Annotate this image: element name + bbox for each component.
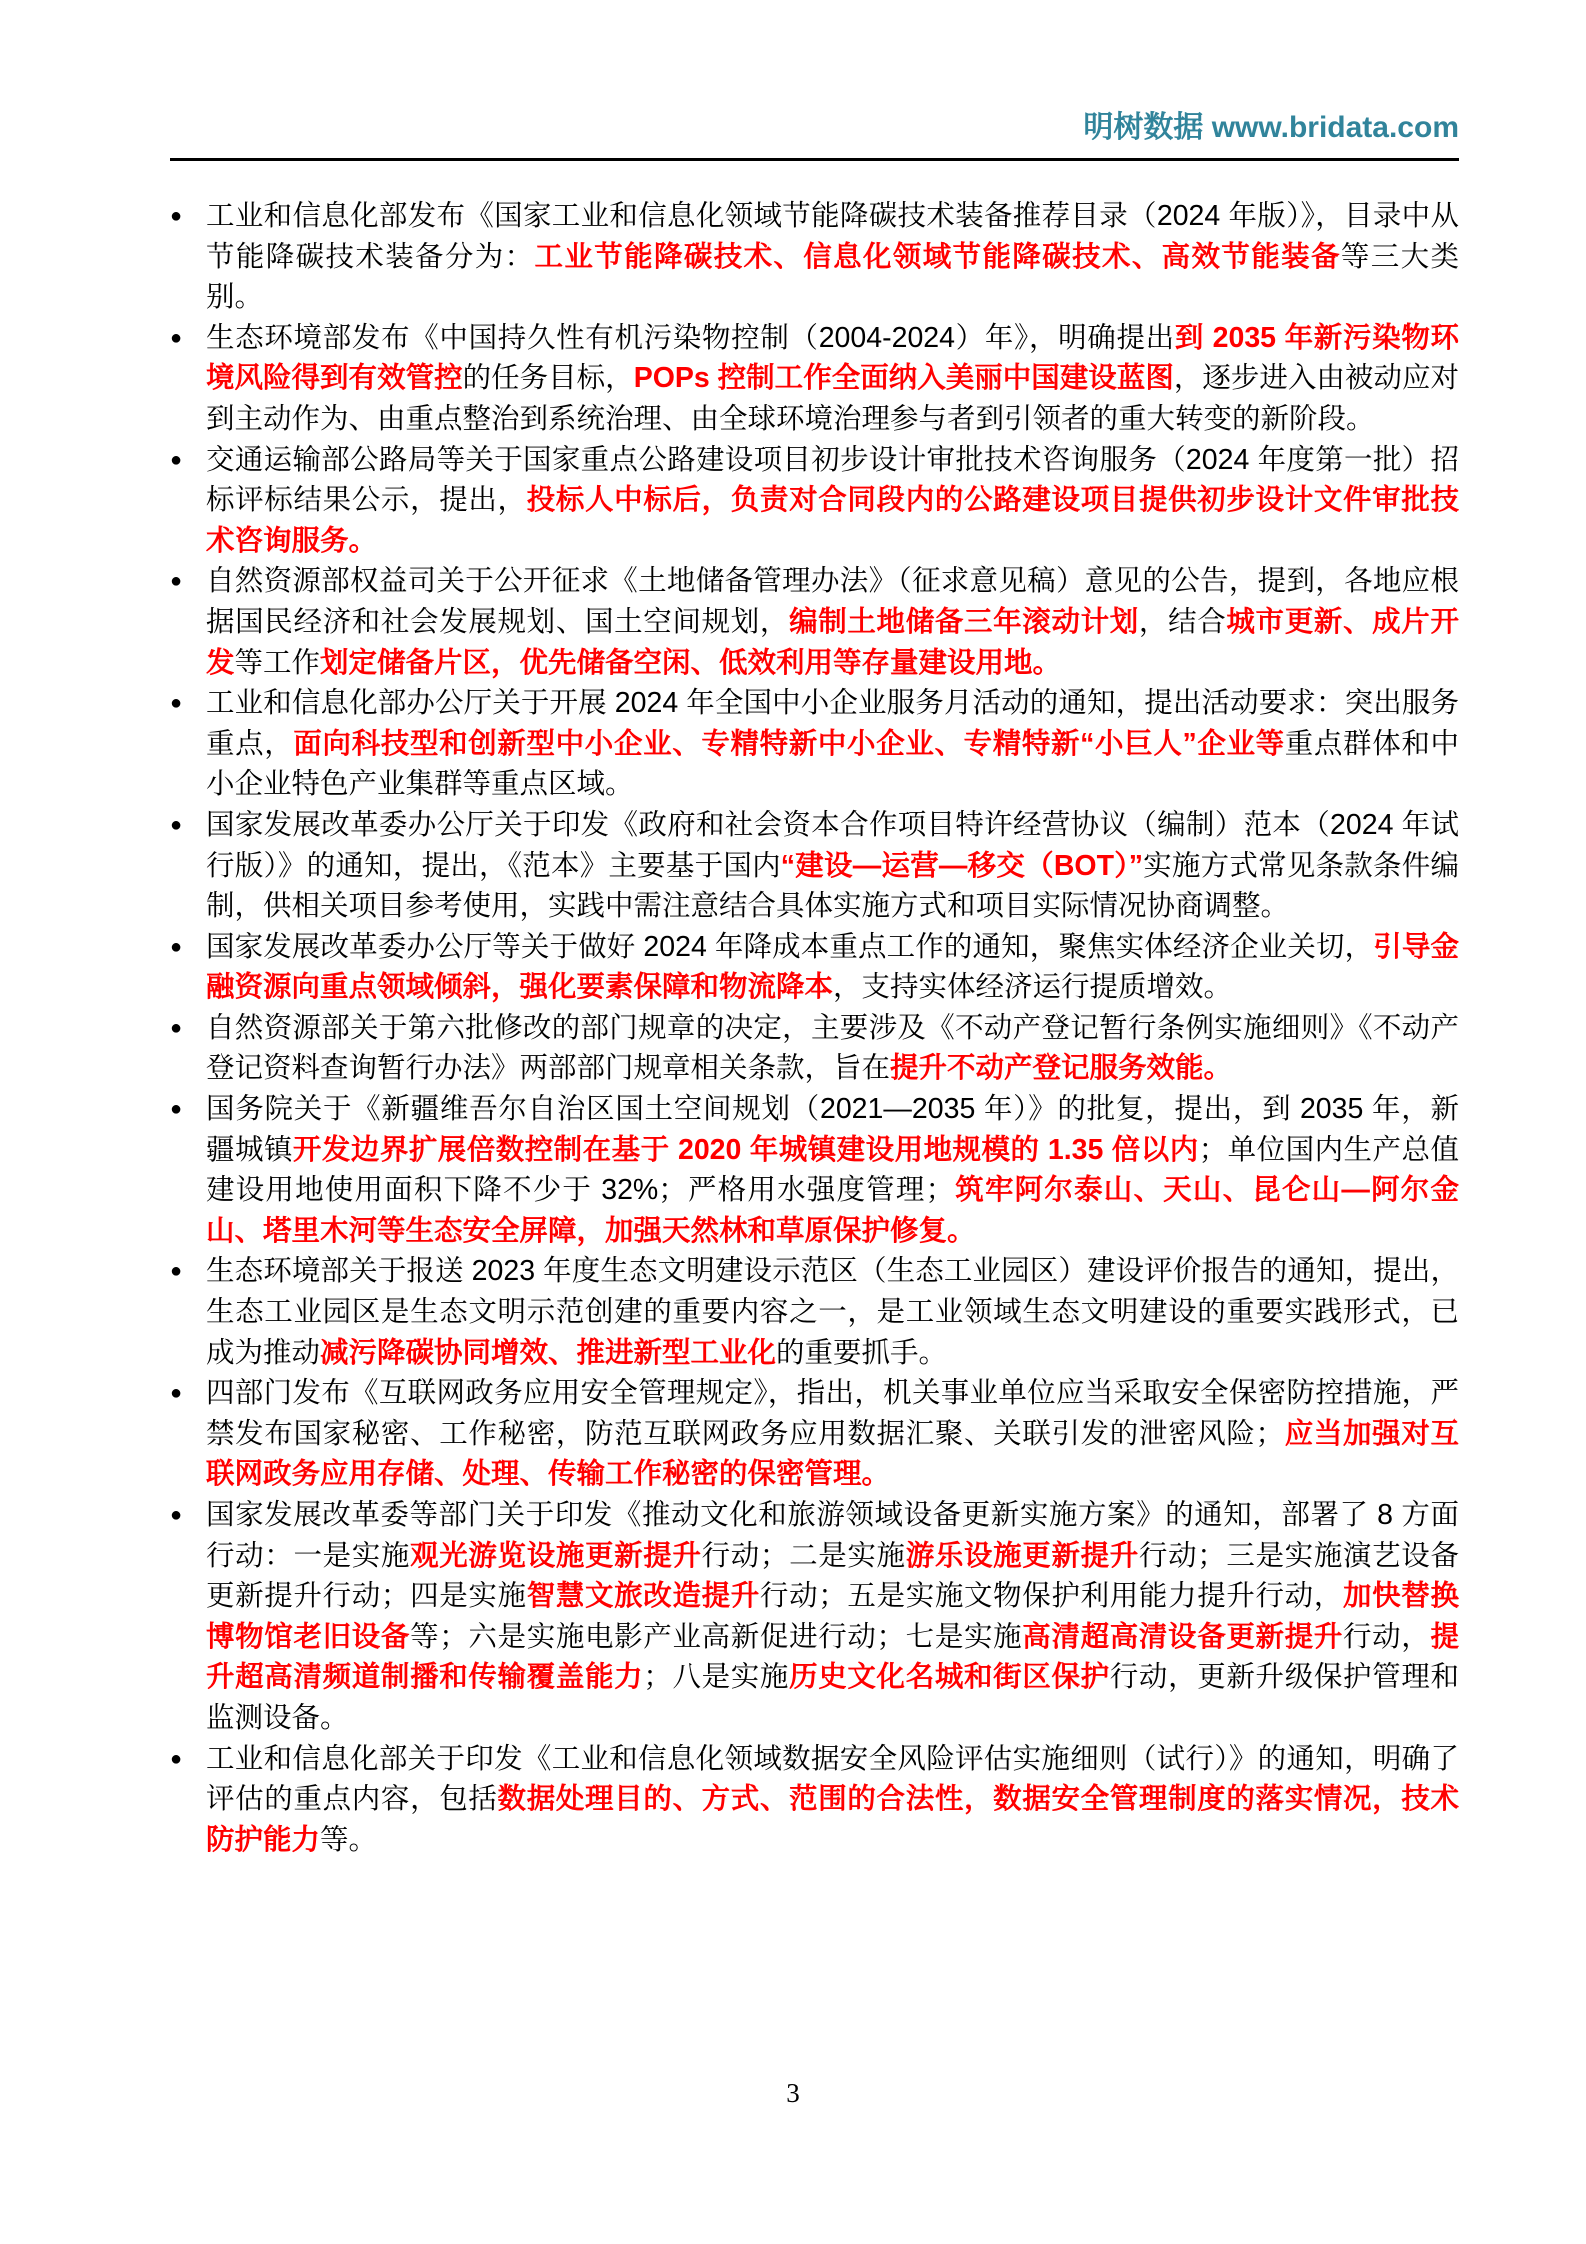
body-text: 实施方式常见条款条件编制，供相关项目参考使用，实践中需注意结合具体实施方式和项目实际情况协商调整。 — [206, 849, 1459, 923]
body-text: ；单位国内生产总值建设用地使用面积下降不少于 32%；严格用水强度管理； — [206, 1133, 1459, 1207]
bullet-text — [206, 687, 1459, 800]
highlighted-text: 应当加强对互联网政务应用存储、处理、传输工作秘密的保密管理。 — [206, 1417, 1459, 1491]
bullet-marker-icon: ● — [170, 205, 183, 227]
bullet-text — [206, 1012, 1459, 1085]
body-text: 国家发展改革委办公厅等关于做好 2024 年降成本重点工作的通知，聚焦实体经济企业关切， — [206, 930, 1374, 963]
highlighted-text: 投标人中标后，负责对合同段内的公路建设项目提供初步设计文件审批技术咨询服务。 — [206, 484, 1459, 557]
bullet-marker-icon: ● — [170, 448, 183, 471]
highlighted-text: 面向科技型和创新型中小企业、专精特新中小企业、专精特新“小巨人”企业等 — [293, 727, 1285, 760]
bullet-marker-icon: ● — [170, 1260, 183, 1283]
highlighted-text: 减污降碳协同增效、推进新型工业化 — [320, 1336, 777, 1369]
highlighted-text: 观光游览设施更新提升 — [410, 1539, 702, 1572]
bullet-text — [206, 1743, 1459, 1856]
bullet-item — [170, 1373, 1459, 1495]
highlighted-text: 城市更新、成片开发 — [206, 605, 1459, 679]
body-text: 行动；五是实施文物保护利用能力提升行动， — [759, 1580, 1343, 1613]
bullet-item — [170, 1008, 1459, 1089]
body-text: 的任务目标， — [462, 362, 634, 395]
page-number: 3 — [786, 2078, 800, 2108]
bullet-text — [206, 200, 1459, 313]
body-text: 国务院关于《新疆维吾尔自治区国土空间规划（2021—2035 年）》的批复，提出，到 2035 年，新疆城镇 — [206, 1093, 1459, 1166]
bullet-item — [170, 1089, 1459, 1251]
bullet-marker-icon: ● — [170, 570, 183, 593]
bullet-text — [206, 809, 1459, 922]
body-text: 行动，更新升级保护管理和监测设备。 — [206, 1661, 1459, 1734]
bullet-marker-icon: ● — [170, 813, 183, 836]
page-footer — [0, 2078, 1586, 2109]
highlighted-text: 开发边界扩展倍数控制在基于 2020 年城镇建设用地规模的 1.35 倍以内 — [292, 1133, 1199, 1166]
highlighted-text: 提升超高清频道制播和传输覆盖能力 — [206, 1620, 1459, 1694]
highlighted-text: 高清超高清设备更新提升 — [1022, 1620, 1343, 1653]
highlighted-text: 编制土地储备三年滚动计划 — [789, 605, 1139, 638]
body-text: ；八是实施 — [643, 1661, 790, 1694]
bullet-item — [170, 1495, 1459, 1739]
highlighted-text: 智慧文旅改造提升 — [526, 1580, 760, 1613]
body-text: 等；六是实施电影产业高新促进行动；七是实施 — [410, 1620, 1023, 1653]
bullet-marker-icon: ● — [170, 326, 183, 349]
bullet-marker-icon: ● — [170, 1382, 183, 1405]
bullet-marker-icon: ● — [170, 1504, 183, 1526]
bullet-text — [206, 322, 1459, 435]
highlighted-text: POPs 控制工作全面纳入美丽中国建设蓝图 — [633, 362, 1174, 395]
body-text: 的重要抓手。 — [776, 1336, 948, 1369]
bullet-list — [170, 196, 1459, 1860]
bullet-item — [170, 440, 1459, 562]
bullet-item — [170, 805, 1459, 927]
bullet-marker-icon: ● — [170, 1747, 183, 1770]
body-text: 工业和信息化部发布《国家工业和信息化领域节能降碳技术装备推荐目录（2024 年版）》，目录中从节能降碳技术装备分为： — [206, 200, 1459, 273]
bullet-text — [206, 565, 1459, 678]
header-divider — [170, 158, 1459, 161]
bullet-item — [170, 1251, 1459, 1373]
body-text: 自然资源部关于第六批修改的部门规章的决定，主要涉及《不动产登记暂行条例实施细则》《不动产登记资料查询暂行办法》两部部门规章相关条款，旨在 — [206, 1011, 1459, 1085]
body-text: 行动， — [1342, 1620, 1431, 1653]
bullet-text — [206, 1499, 1459, 1734]
bullet-marker-icon: ● — [170, 1098, 183, 1121]
body-text: 重点群体和中小企业特色产业集群等重点区域。 — [206, 727, 1459, 801]
body-text: 等三大类别。 — [206, 240, 1459, 314]
highlighted-text: 划定储备片区，优先储备空闲、低效利用等存量建设用地。 — [320, 646, 1062, 679]
bullet-item — [170, 196, 1459, 318]
body-text: 行动；三是实施演艺设备更新提升行动；四是实施 — [206, 1539, 1459, 1613]
body-text: 等工作 — [234, 646, 321, 679]
highlighted-text: 加快替换博物馆老旧设备 — [206, 1580, 1459, 1653]
bullet-marker-icon: ● — [170, 935, 183, 958]
body-text: 行动；二是实施 — [701, 1539, 906, 1572]
bullet-item — [170, 927, 1459, 1008]
body-text: 国家发展改革委办公厅关于印发《政府和社会资本合作项目特许经营协议（编制）范本（2024 年试行版）》的通知，提出，《范本》主要基于国内 — [206, 808, 1459, 882]
page-header — [170, 110, 1459, 169]
bullet-marker-icon: ● — [170, 692, 183, 715]
body-text: 四部门发布《互联网政务应用安全管理规定》，指出，机关事业单位应当采取安全保密防控措施，严禁发布国家秘密、工作秘密，防范互联网政务应用数据汇聚、关联引发的泄密风险； — [206, 1377, 1459, 1450]
bullet-item — [170, 561, 1459, 683]
bullet-text — [206, 1093, 1459, 1247]
bullet-item — [170, 1739, 1459, 1861]
bullet-item — [170, 318, 1459, 440]
highlighted-text: 到 2035 年新污染物环境风险得到有效管控 — [206, 321, 1459, 395]
body-text: 自然资源部权益司关于公开征求《土地储备管理办法》（征求意见稿）意见的公告，提到，各地应根据国民经济和社会发展规划、国土空间规划， — [206, 565, 1459, 638]
body-text: 交通运输部公路局等关于国家重点公路建设项目初步设计审批技术咨询服务（2024 年度第一批）招标评标结果公示，提出， — [206, 443, 1459, 517]
bullet-text — [206, 1255, 1459, 1368]
highlighted-text: 工业节能降碳技术、信息化领域节能降碳技术、高效节能装备 — [534, 240, 1341, 273]
body-text: 工业和信息化部办公厅关于开展 2024 年全国中小企业服务月活动的通知，提出活动要求：突出服务重点， — [206, 687, 1459, 760]
document-body — [170, 196, 1459, 1860]
highlighted-text: “建设—运营—移交（BOT）” — [780, 849, 1143, 882]
highlighted-text: 游乐设施更新提升 — [905, 1539, 1139, 1572]
bullet-marker-icon: ● — [170, 1016, 183, 1039]
bullet-text — [206, 444, 1459, 557]
body-text: ，支持实体经济运行提质增效。 — [833, 971, 1233, 1004]
body-text: 国家发展改革委等部门关于印发《推动文化和旅游领域设备更新实施方案》的通知，部署了 8 方面行动：一是实施 — [206, 1499, 1459, 1572]
highlighted-text: 历史文化名城和街区保护 — [789, 1661, 1110, 1694]
body-text: ，结合 — [1138, 605, 1227, 638]
body-text: 等。 — [320, 1823, 378, 1856]
bullet-text — [206, 1377, 1459, 1490]
body-text: 工业和信息化部关于印发《工业和信息化领域数据安全风险评估实施细则（试行）》的通知，明确了评估的重点内容，包括 — [206, 1742, 1459, 1816]
body-text: ，逐步进入由被动应对到主动作为、由重点整治到系统治理、由全球环境治理参与者到引领者的重大转变的新阶段。 — [206, 362, 1459, 435]
highlighted-text: 提升不动产登记服务效能。 — [890, 1052, 1233, 1085]
brand-logo-text: 明树数据 www.bridata.com — [1083, 111, 1459, 144]
highlighted-text: 引导金融资源向重点领域倾斜，强化要素保障和物流降本 — [206, 930, 1459, 1004]
body-text: 生态环境部发布《中国持久性有机污染物控制（2004-2024）年》，明确提出 — [206, 321, 1175, 354]
highlighted-text: 筑牢阿尔泰山、天山、昆仑山—阿尔金山、塔里木河等生态安全屏障，加强天然林和草原保护修复。 — [206, 1174, 1459, 1247]
bullet-item — [170, 683, 1459, 805]
bullet-text — [206, 931, 1459, 1004]
body-text: 生态环境部关于报送 2023 年度生态文明建设示范区（生态工业园区）建设评价报告的通知，提出，生态工业园区是生态文明示范创建的重要内容之一，是工业领域生态文明建设的重要实践形式，已成为推动 — [206, 1255, 1459, 1369]
highlighted-text: 数据处理目的、方式、范围的合法性，数据安全管理制度的落实情况，技术防护能力 — [206, 1783, 1459, 1856]
